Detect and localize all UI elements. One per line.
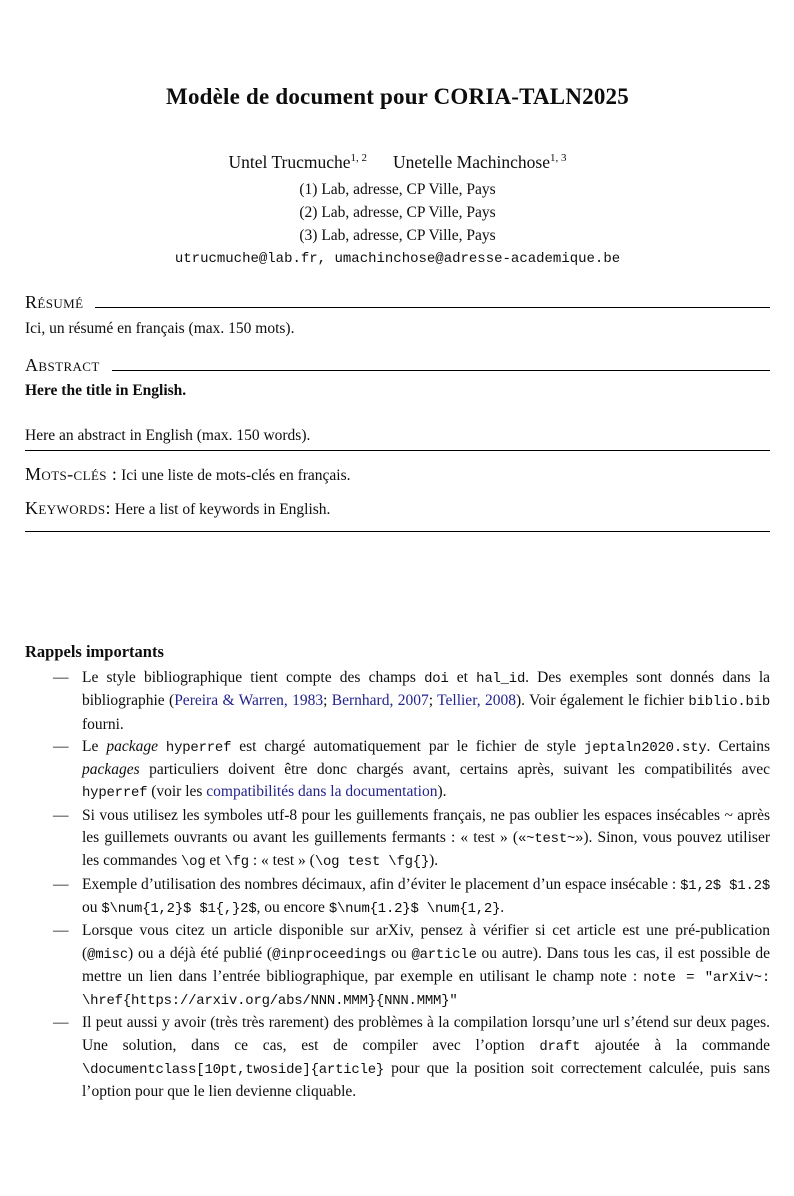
text-segment: \og test \fg{} bbox=[314, 854, 430, 871]
resume-heading: Résumé bbox=[25, 292, 84, 312]
text-segment: ). bbox=[437, 783, 447, 801]
hyperlink[interactable]: Tellier, 2008 bbox=[437, 692, 516, 710]
author-1-affiliation-marks: 1, 2 bbox=[350, 152, 368, 165]
text-segment: ou bbox=[82, 898, 102, 916]
list-item-hyperref-package bbox=[25, 736, 770, 805]
page-title: Modèle de document pour CORIA-TALN2025 bbox=[166, 84, 629, 109]
abstract-heading-rule bbox=[112, 370, 770, 371]
text-segment: \fg bbox=[224, 854, 249, 871]
text-segment: note = "arXiv~: \href{https://arxiv.org/abs/NNN.MMM}{NNN.MMM}" bbox=[82, 969, 770, 1010]
text-segment: draft bbox=[539, 1038, 581, 1055]
affiliations-block bbox=[25, 178, 770, 247]
hyperlink[interactable]: compatibilités dans la documentation bbox=[206, 783, 438, 801]
text-segment: biblio.bib bbox=[688, 694, 771, 711]
author-2 bbox=[393, 152, 566, 172]
text-segment: . bbox=[500, 898, 505, 916]
hyperlink[interactable]: Bernhard, 2007 bbox=[331, 692, 429, 710]
english-title: Here the title in English. bbox=[25, 382, 187, 399]
text-segment: ou bbox=[386, 944, 412, 962]
text-segment: Le bbox=[82, 737, 107, 755]
abstract-bottom-rule bbox=[25, 450, 770, 451]
text-segment: hyperref bbox=[165, 739, 232, 756]
text-segment: package bbox=[106, 737, 158, 755]
text-segment: et bbox=[448, 669, 477, 686]
author-2-affiliation-marks: 1, 3 bbox=[549, 152, 567, 165]
keywords-en-label: Keywords: bbox=[25, 498, 111, 518]
keywords-fr-text: Ici une liste de mots-clés en français. bbox=[117, 467, 351, 484]
text-segment: ). Sinon, vous pouvez utiliser les commandes bbox=[82, 829, 770, 870]
list-item-decimal-numbers bbox=[25, 874, 770, 921]
text-segment: : « test » ( bbox=[248, 852, 315, 870]
rappels-heading: Rappels importants bbox=[25, 642, 164, 661]
text-segment: ou autre). Dans tous les cas, il est possible de mettre un lien dans l’entrée bibliographique, par exemple en utilisant le champ note : bbox=[82, 944, 770, 985]
text-segment: @misc bbox=[87, 946, 128, 963]
text-segment: jeptaln2020.sty bbox=[584, 739, 707, 756]
text-segment: $\num{1,2}$ $1{,}2$ bbox=[101, 900, 257, 917]
text-segment: @inproceedings bbox=[272, 946, 387, 963]
text-segment: packages bbox=[82, 761, 140, 779]
rappels-list bbox=[25, 667, 770, 1104]
affiliation-line-3: (3) Lab, adresse, CP Ville, Pays bbox=[299, 227, 496, 244]
section-abstract bbox=[25, 355, 770, 451]
list-item-arxiv-citation bbox=[25, 920, 770, 1012]
abstract-text: Here an abstract in English (max. 150 words). bbox=[25, 427, 311, 444]
text-segment: ajoutée à la commande bbox=[580, 1036, 770, 1054]
author-1-name: Untel Trucmuche bbox=[228, 152, 351, 172]
resume-heading-rule bbox=[95, 307, 770, 308]
text-segment: ) ou a déjà été publié ( bbox=[128, 944, 273, 962]
document-page bbox=[0, 84, 794, 1196]
text-segment: Si vous utilisez les symboles utf-8 pour les guillements français, ne pas oublier les espaces insécables ~ après les guillemets ouvrants ou avant les guillements fermants : « test » ( bbox=[82, 806, 770, 847]
list-item-guillemets bbox=[25, 805, 770, 874]
text-segment: particuliers doivent être donc chargés avant, certains après, suivant les compatibilités avec bbox=[139, 761, 770, 779]
text-segment: $1,2$ $1.2$ bbox=[680, 877, 770, 894]
keywords-bottom-rule bbox=[25, 531, 770, 532]
text-segment: Le style bibliographique tient compte des champs bbox=[82, 669, 425, 686]
section-resume bbox=[25, 292, 770, 340]
resume-text: Ici, un résumé en français (max. 150 mots). bbox=[25, 320, 295, 337]
text-segment: \og bbox=[181, 854, 206, 871]
email-line: utrucmuche@lab.fr, umachinchose@adresse-academique.be bbox=[174, 251, 621, 267]
text-segment: ; bbox=[428, 692, 438, 710]
text-segment bbox=[158, 738, 166, 755]
text-segment: \documentclass[10pt,twoside]{article} bbox=[82, 1062, 385, 1079]
text-segment: Il peut aussi y avoir (très très rarement) des problèmes à la compilation lorsqu’une url s’étend sur deux pages. Une solution, dans ce cas, est de compiler avec l’option bbox=[82, 1014, 770, 1054]
text-segment: et bbox=[205, 852, 225, 870]
list-item-bibliography-style bbox=[25, 667, 770, 736]
text-segment: (voir les bbox=[147, 783, 207, 801]
text-segment: , ou encore bbox=[256, 898, 329, 916]
text-segment: Exemple d’utilisation des nombres décimaux, afin d’éviter le placement d’un espace insécable : bbox=[82, 875, 681, 893]
text-segment: hal_id bbox=[476, 671, 526, 687]
text-segment: $\num{1.2}$ \num{1,2} bbox=[328, 900, 501, 917]
author-line bbox=[25, 152, 770, 173]
hyperlink[interactable]: Pereira & Warren, 1983 bbox=[174, 692, 324, 710]
list-item-url-compilation bbox=[25, 1012, 770, 1103]
text-segment: @article bbox=[411, 946, 477, 963]
keywords-fr-label: Mots-clés : bbox=[25, 464, 118, 484]
text-segment: ). Voir également le fichier bbox=[515, 692, 689, 710]
text-segment: . Des exemples sont donnés dans la bibliographie ( bbox=[82, 669, 771, 710]
author-2-name: Unetelle Machinchose bbox=[393, 152, 550, 172]
keywords-en-text: Here a list of keywords in English. bbox=[110, 501, 331, 518]
text-segment: hyperref bbox=[82, 785, 148, 802]
keywords-en-line bbox=[25, 498, 770, 519]
text-segment: . Certains bbox=[706, 737, 771, 755]
affiliation-line-1: (1) Lab, adresse, CP Ville, Pays bbox=[299, 181, 496, 198]
text-segment: est chargé automatiquement par le fichier de style bbox=[231, 737, 585, 755]
text-segment: Lorsque vous citez un article disponible sur arXiv, pensez à vérifier si cet article est une pré-publication ( bbox=[82, 922, 770, 962]
keywords-fr-line bbox=[25, 464, 770, 485]
resume-heading-row bbox=[25, 292, 770, 313]
text-segment: ; bbox=[323, 692, 332, 710]
text-segment: ). bbox=[429, 852, 439, 870]
affiliation-line-2: (2) Lab, adresse, CP Ville, Pays bbox=[299, 204, 496, 221]
abstract-heading: Abstract bbox=[25, 355, 100, 375]
text-segment: pour que la position soit correctement calculée, puis sans l’option pour que le lien devienne cliquable. bbox=[82, 1060, 770, 1101]
author-1 bbox=[229, 152, 368, 172]
abstract-heading-row bbox=[25, 355, 770, 376]
text-segment: «~test~» bbox=[518, 831, 584, 848]
text-segment: doi bbox=[424, 671, 449, 687]
text-segment: fourni. bbox=[82, 715, 124, 733]
